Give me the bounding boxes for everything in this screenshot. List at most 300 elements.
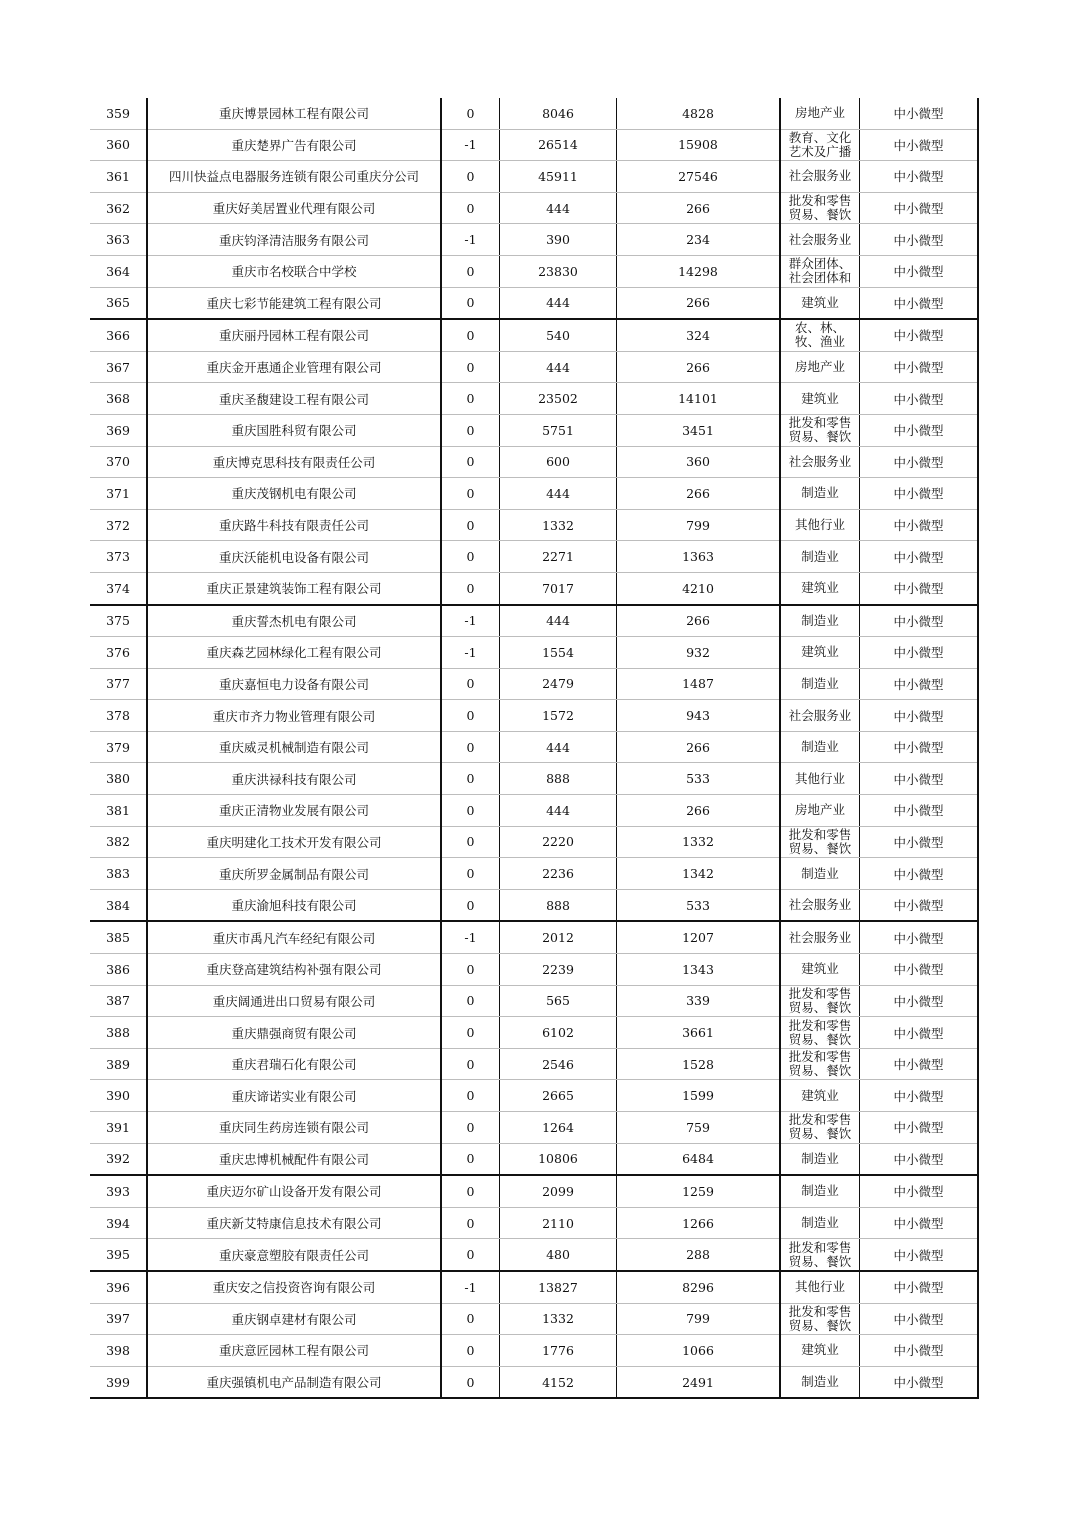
value1-cell: 1554 bbox=[500, 637, 617, 669]
row-number-cell: 369 bbox=[90, 414, 147, 446]
value1-cell: 2220 bbox=[500, 826, 617, 858]
company-name-cell: 重庆迈尔矿山设备开发有限公司 bbox=[147, 1175, 441, 1207]
size-category-cell: 中小微型 bbox=[860, 1017, 979, 1049]
value2-cell: 1207 bbox=[617, 921, 781, 953]
size-category-cell: 中小微型 bbox=[860, 1080, 979, 1112]
size-category-cell: 中小微型 bbox=[860, 637, 979, 669]
value2-cell: 3451 bbox=[617, 414, 781, 446]
size-category-cell: 中小微型 bbox=[860, 1207, 979, 1239]
row-number-cell: 395 bbox=[90, 1239, 147, 1271]
company-name-cell: 重庆威灵机械制造有限公司 bbox=[147, 731, 441, 763]
industry-cell bbox=[780, 1335, 860, 1367]
row-number-cell: 391 bbox=[90, 1112, 147, 1144]
industry-label: 社会服务业 bbox=[788, 930, 852, 945]
industry-cell bbox=[780, 763, 860, 795]
row-number-cell: 384 bbox=[90, 889, 147, 921]
value2-cell: 799 bbox=[617, 509, 781, 541]
value2-cell: 3661 bbox=[617, 1017, 781, 1049]
row-number-cell: 388 bbox=[90, 1017, 147, 1049]
flag-cell: 0 bbox=[441, 1303, 500, 1335]
value2-cell: 8296 bbox=[617, 1271, 781, 1303]
company-name-cell: 重庆豪意塑胶有限责任公司 bbox=[147, 1239, 441, 1271]
size-category-cell: 中小微型 bbox=[860, 351, 979, 383]
flag-cell: 0 bbox=[441, 1048, 500, 1080]
table-row bbox=[90, 1271, 978, 1303]
flag-cell: 0 bbox=[441, 572, 500, 604]
industry-label: 社会服务业 bbox=[788, 708, 852, 723]
industry-label: 群众团体、社会团体和 bbox=[788, 257, 852, 286]
size-category-cell: 中小微型 bbox=[860, 1175, 979, 1207]
industry-label: 房地产业 bbox=[794, 106, 845, 121]
industry-cell bbox=[780, 446, 860, 478]
size-category-cell: 中小微型 bbox=[860, 1271, 979, 1303]
size-category-cell: 中小微型 bbox=[860, 287, 979, 319]
size-category-cell: 中小微型 bbox=[860, 161, 979, 193]
size-category-cell: 中小微型 bbox=[860, 1303, 979, 1335]
value2-cell: 799 bbox=[617, 1303, 781, 1335]
value2-cell: 533 bbox=[617, 889, 781, 921]
row-number-cell: 362 bbox=[90, 192, 147, 224]
value1-cell: 444 bbox=[500, 731, 617, 763]
industry-label: 制造业 bbox=[801, 1216, 839, 1231]
table-row bbox=[90, 889, 978, 921]
size-category-cell: 中小微型 bbox=[860, 98, 979, 129]
table-row bbox=[90, 1239, 978, 1271]
size-category-cell: 中小微型 bbox=[860, 192, 979, 224]
company-name-cell: 重庆洪禄科技有限公司 bbox=[147, 763, 441, 795]
value2-cell: 266 bbox=[617, 192, 781, 224]
company-name-cell: 重庆沃能机电设备有限公司 bbox=[147, 541, 441, 573]
size-category-cell: 中小微型 bbox=[860, 541, 979, 573]
company-name-cell: 重庆强镇机电产品制造有限公司 bbox=[147, 1366, 441, 1398]
table-row bbox=[90, 129, 978, 161]
value2-cell: 1342 bbox=[617, 858, 781, 890]
industry-label: 建筑业 bbox=[801, 295, 839, 310]
flag-cell: 0 bbox=[441, 668, 500, 700]
flag-cell: 0 bbox=[441, 1239, 500, 1271]
industry-cell bbox=[780, 541, 860, 573]
industry-cell bbox=[780, 795, 860, 827]
flag-cell: 0 bbox=[441, 889, 500, 921]
company-name-cell: 重庆博克思科技有限责任公司 bbox=[147, 446, 441, 478]
value2-cell: 266 bbox=[617, 351, 781, 383]
flag-cell: 0 bbox=[441, 192, 500, 224]
company-name-cell: 重庆钢卓建材有限公司 bbox=[147, 1303, 441, 1335]
company-name-cell: 重庆圣馥建设工程有限公司 bbox=[147, 383, 441, 415]
value1-cell: 2012 bbox=[500, 921, 617, 953]
flag-cell: -1 bbox=[441, 1271, 500, 1303]
value2-cell: 1599 bbox=[617, 1080, 781, 1112]
size-category-cell: 中小微型 bbox=[860, 255, 979, 287]
flag-cell: 0 bbox=[441, 763, 500, 795]
size-category-cell: 中小微型 bbox=[860, 954, 979, 986]
value2-cell: 266 bbox=[617, 605, 781, 637]
table-row bbox=[90, 1207, 978, 1239]
company-name-cell: 重庆渝旭科技有限公司 bbox=[147, 889, 441, 921]
row-number-cell: 389 bbox=[90, 1048, 147, 1080]
size-category-cell: 中小微型 bbox=[860, 763, 979, 795]
value2-cell: 943 bbox=[617, 700, 781, 732]
industry-label: 制造业 bbox=[801, 1151, 839, 1166]
flag-cell: 0 bbox=[441, 1143, 500, 1175]
value1-cell: 45911 bbox=[500, 161, 617, 193]
company-name-cell: 重庆茂钢机电有限公司 bbox=[147, 478, 441, 510]
company-name-cell: 重庆所罗金属制品有限公司 bbox=[147, 858, 441, 890]
industry-cell bbox=[780, 1239, 860, 1271]
row-number-cell: 374 bbox=[90, 572, 147, 604]
company-name-cell: 重庆楚界广告有限公司 bbox=[147, 129, 441, 161]
industry-cell bbox=[780, 1143, 860, 1175]
industry-cell bbox=[780, 129, 860, 161]
row-number-cell: 380 bbox=[90, 763, 147, 795]
flag-cell: 0 bbox=[441, 446, 500, 478]
industry-label: 批发和零售贸易、餐饮 bbox=[788, 194, 852, 223]
size-category-cell: 中小微型 bbox=[860, 1112, 979, 1144]
flag-cell: 0 bbox=[441, 98, 500, 129]
industry-label: 批发和零售贸易、餐饮 bbox=[788, 1050, 852, 1079]
row-number-cell: 373 bbox=[90, 541, 147, 573]
flag-cell: 0 bbox=[441, 319, 500, 351]
value2-cell: 360 bbox=[617, 446, 781, 478]
value1-cell: 5751 bbox=[500, 414, 617, 446]
industry-label: 其他行业 bbox=[794, 771, 845, 786]
industry-label: 农、林、牧、渔业 bbox=[794, 321, 845, 350]
flag-cell: 0 bbox=[441, 414, 500, 446]
table-row bbox=[90, 605, 978, 637]
size-category-cell: 中小微型 bbox=[860, 129, 979, 161]
flag-cell: 0 bbox=[441, 858, 500, 890]
row-number-cell: 364 bbox=[90, 255, 147, 287]
industry-cell bbox=[780, 605, 860, 637]
value1-cell: 26514 bbox=[500, 129, 617, 161]
value1-cell: 480 bbox=[500, 1239, 617, 1271]
table-row bbox=[90, 668, 978, 700]
company-name-cell: 重庆博景园林工程有限公司 bbox=[147, 98, 441, 129]
company-name-cell: 重庆嘉恒电力设备有限公司 bbox=[147, 668, 441, 700]
industry-cell bbox=[780, 1175, 860, 1207]
row-number-cell: 376 bbox=[90, 637, 147, 669]
value1-cell: 1332 bbox=[500, 509, 617, 541]
value2-cell: 2491 bbox=[617, 1366, 781, 1398]
size-category-cell: 中小微型 bbox=[860, 700, 979, 732]
company-name-cell: 重庆登高建筑结构补强有限公司 bbox=[147, 954, 441, 986]
flag-cell: 0 bbox=[441, 509, 500, 541]
table-row bbox=[90, 985, 978, 1017]
company-name-cell: 四川快益点电器服务连锁有限公司重庆分公司 bbox=[147, 161, 441, 193]
industry-cell bbox=[780, 287, 860, 319]
company-name-cell: 重庆丽丹园林工程有限公司 bbox=[147, 319, 441, 351]
flag-cell: 0 bbox=[441, 383, 500, 415]
value1-cell: 10806 bbox=[500, 1143, 617, 1175]
value1-cell: 444 bbox=[500, 287, 617, 319]
value1-cell: 13827 bbox=[500, 1271, 617, 1303]
flag-cell: 0 bbox=[441, 1080, 500, 1112]
flag-cell: 0 bbox=[441, 954, 500, 986]
size-category-cell: 中小微型 bbox=[860, 1366, 979, 1398]
industry-label: 制造业 bbox=[801, 613, 839, 628]
row-number-cell: 394 bbox=[90, 1207, 147, 1239]
industry-label: 批发和零售贸易、餐饮 bbox=[788, 416, 852, 445]
row-number-cell: 379 bbox=[90, 731, 147, 763]
size-category-cell: 中小微型 bbox=[860, 478, 979, 510]
value1-cell: 540 bbox=[500, 319, 617, 351]
value2-cell: 266 bbox=[617, 287, 781, 319]
industry-label: 批发和零售贸易、餐饮 bbox=[788, 1304, 852, 1333]
industry-label: 批发和零售贸易、餐饮 bbox=[788, 827, 852, 856]
value1-cell: 8046 bbox=[500, 98, 617, 129]
value1-cell: 23502 bbox=[500, 383, 617, 415]
flag-cell: 0 bbox=[441, 700, 500, 732]
industry-label: 建筑业 bbox=[801, 391, 839, 406]
industry-label: 制造业 bbox=[801, 1184, 839, 1199]
row-number-cell: 392 bbox=[90, 1143, 147, 1175]
company-name-cell: 重庆君瑞石化有限公司 bbox=[147, 1048, 441, 1080]
industry-label: 制造业 bbox=[801, 676, 839, 691]
company-name-cell: 重庆安之信投资咨询有限公司 bbox=[147, 1271, 441, 1303]
industry-cell bbox=[780, 700, 860, 732]
company-name-cell: 重庆忠博机械配件有限公司 bbox=[147, 1143, 441, 1175]
row-number-cell: 361 bbox=[90, 161, 147, 193]
row-number-cell: 370 bbox=[90, 446, 147, 478]
flag-cell: -1 bbox=[441, 129, 500, 161]
row-number-cell: 385 bbox=[90, 921, 147, 953]
value2-cell: 1259 bbox=[617, 1175, 781, 1207]
value2-cell: 14298 bbox=[617, 255, 781, 287]
value2-cell: 234 bbox=[617, 224, 781, 256]
size-category-cell: 中小微型 bbox=[860, 509, 979, 541]
industry-cell bbox=[780, 637, 860, 669]
table-row bbox=[90, 1143, 978, 1175]
company-name-cell: 重庆森艺园林绿化工程有限公司 bbox=[147, 637, 441, 669]
industry-cell bbox=[780, 224, 860, 256]
flag-cell: 0 bbox=[441, 1175, 500, 1207]
industry-cell bbox=[780, 889, 860, 921]
value1-cell: 1776 bbox=[500, 1335, 617, 1367]
row-number-cell: 387 bbox=[90, 985, 147, 1017]
industry-cell bbox=[780, 731, 860, 763]
industry-label: 建筑业 bbox=[801, 1088, 839, 1103]
row-number-cell: 398 bbox=[90, 1335, 147, 1367]
industry-cell bbox=[780, 921, 860, 953]
flag-cell: 0 bbox=[441, 287, 500, 319]
value2-cell: 1343 bbox=[617, 954, 781, 986]
value2-cell: 932 bbox=[617, 637, 781, 669]
size-category-cell: 中小微型 bbox=[860, 383, 979, 415]
industry-label: 建筑业 bbox=[801, 1343, 839, 1358]
row-number-cell: 366 bbox=[90, 319, 147, 351]
value1-cell: 444 bbox=[500, 478, 617, 510]
industry-cell bbox=[780, 954, 860, 986]
size-category-cell: 中小微型 bbox=[860, 319, 979, 351]
table-row bbox=[90, 319, 978, 351]
industry-cell bbox=[780, 1207, 860, 1239]
row-number-cell: 393 bbox=[90, 1175, 147, 1207]
row-number-cell: 390 bbox=[90, 1080, 147, 1112]
flag-cell: 0 bbox=[441, 1335, 500, 1367]
company-name-cell: 重庆市齐力物业管理有限公司 bbox=[147, 700, 441, 732]
row-number-cell: 381 bbox=[90, 795, 147, 827]
industry-label: 批发和零售贸易、餐饮 bbox=[788, 986, 852, 1015]
value1-cell: 444 bbox=[500, 192, 617, 224]
size-category-cell: 中小微型 bbox=[860, 572, 979, 604]
size-category-cell: 中小微型 bbox=[860, 889, 979, 921]
table-row bbox=[90, 478, 978, 510]
flag-cell: 0 bbox=[441, 826, 500, 858]
table-row bbox=[90, 637, 978, 669]
value2-cell: 1266 bbox=[617, 1207, 781, 1239]
value2-cell: 759 bbox=[617, 1112, 781, 1144]
size-category-cell: 中小微型 bbox=[860, 1335, 979, 1367]
company-name-cell: 重庆同生药房连锁有限公司 bbox=[147, 1112, 441, 1144]
table-row bbox=[90, 98, 978, 129]
flag-cell: 0 bbox=[441, 731, 500, 763]
industry-label: 建筑业 bbox=[801, 645, 839, 660]
row-number-cell: 386 bbox=[90, 954, 147, 986]
value1-cell: 1332 bbox=[500, 1303, 617, 1335]
industry-cell bbox=[780, 985, 860, 1017]
company-name-cell: 重庆意匠园林工程有限公司 bbox=[147, 1335, 441, 1367]
flag-cell: 0 bbox=[441, 255, 500, 287]
value2-cell: 1363 bbox=[617, 541, 781, 573]
industry-label: 建筑业 bbox=[801, 581, 839, 596]
industry-label: 批发和零售贸易、餐饮 bbox=[788, 1018, 852, 1047]
table-row bbox=[90, 414, 978, 446]
size-category-cell: 中小微型 bbox=[860, 446, 979, 478]
industry-label: 社会服务业 bbox=[788, 232, 852, 247]
industry-cell bbox=[780, 1017, 860, 1049]
flag-cell: -1 bbox=[441, 921, 500, 953]
flag-cell: 0 bbox=[441, 351, 500, 383]
industry-cell bbox=[780, 572, 860, 604]
table-row bbox=[90, 446, 978, 478]
industry-cell bbox=[780, 826, 860, 858]
company-name-cell: 重庆正景建筑装饰工程有限公司 bbox=[147, 572, 441, 604]
row-number-cell: 360 bbox=[90, 129, 147, 161]
value1-cell: 2099 bbox=[500, 1175, 617, 1207]
table-row bbox=[90, 1080, 978, 1112]
size-category-cell: 中小微型 bbox=[860, 921, 979, 953]
table-row bbox=[90, 954, 978, 986]
row-number-cell: 377 bbox=[90, 668, 147, 700]
value1-cell: 7017 bbox=[500, 572, 617, 604]
value1-cell: 23830 bbox=[500, 255, 617, 287]
flag-cell: 0 bbox=[441, 1017, 500, 1049]
industry-label: 制造业 bbox=[801, 1375, 839, 1390]
table-row bbox=[90, 731, 978, 763]
company-name-cell: 重庆钧泽清洁服务有限公司 bbox=[147, 224, 441, 256]
industry-cell bbox=[780, 98, 860, 129]
table-row bbox=[90, 572, 978, 604]
industry-label: 教育、文化艺术及广播 bbox=[788, 130, 852, 159]
table-row bbox=[90, 192, 978, 224]
row-number-cell: 397 bbox=[90, 1303, 147, 1335]
industry-label: 制造业 bbox=[801, 866, 839, 881]
flag-cell: 0 bbox=[441, 985, 500, 1017]
table-row bbox=[90, 509, 978, 541]
industry-cell bbox=[780, 1080, 860, 1112]
value2-cell: 14101 bbox=[617, 383, 781, 415]
spreadsheet-page bbox=[90, 98, 979, 1399]
value1-cell: 444 bbox=[500, 605, 617, 637]
row-number-cell: 359 bbox=[90, 98, 147, 129]
value2-cell: 1487 bbox=[617, 668, 781, 700]
value1-cell: 4152 bbox=[500, 1366, 617, 1398]
flag-cell: 0 bbox=[441, 1366, 500, 1398]
value1-cell: 6102 bbox=[500, 1017, 617, 1049]
industry-cell bbox=[780, 509, 860, 541]
industry-label: 社会服务业 bbox=[788, 454, 852, 469]
size-category-cell: 中小微型 bbox=[860, 224, 979, 256]
value1-cell: 888 bbox=[500, 889, 617, 921]
table-row bbox=[90, 255, 978, 287]
industry-label: 房地产业 bbox=[794, 360, 845, 375]
table-row bbox=[90, 1175, 978, 1207]
value1-cell: 444 bbox=[500, 351, 617, 383]
value2-cell: 339 bbox=[617, 985, 781, 1017]
company-name-cell: 重庆七彩节能建筑工程有限公司 bbox=[147, 287, 441, 319]
industry-cell bbox=[780, 1303, 860, 1335]
row-number-cell: 378 bbox=[90, 700, 147, 732]
row-number-cell: 367 bbox=[90, 351, 147, 383]
size-category-cell: 中小微型 bbox=[860, 1239, 979, 1271]
table-row bbox=[90, 921, 978, 953]
flag-cell: 0 bbox=[441, 1207, 500, 1239]
company-name-cell: 重庆新艾特康信息技术有限公司 bbox=[147, 1207, 441, 1239]
table-row bbox=[90, 1303, 978, 1335]
table-row bbox=[90, 1112, 978, 1144]
industry-label: 批发和零售贸易、餐饮 bbox=[788, 1240, 852, 1269]
table-row bbox=[90, 795, 978, 827]
company-name-cell: 重庆誓杰机电有限公司 bbox=[147, 605, 441, 637]
table-row bbox=[90, 1048, 978, 1080]
value1-cell: 2236 bbox=[500, 858, 617, 890]
value2-cell: 266 bbox=[617, 795, 781, 827]
industry-cell bbox=[780, 319, 860, 351]
industry-cell bbox=[780, 478, 860, 510]
row-number-cell: 372 bbox=[90, 509, 147, 541]
company-name-cell: 重庆阔通进出口贸易有限公司 bbox=[147, 985, 441, 1017]
industry-cell bbox=[780, 858, 860, 890]
value1-cell: 2546 bbox=[500, 1048, 617, 1080]
value2-cell: 4828 bbox=[617, 98, 781, 129]
value1-cell: 2271 bbox=[500, 541, 617, 573]
value2-cell: 266 bbox=[617, 731, 781, 763]
industry-cell bbox=[780, 351, 860, 383]
flag-cell: 0 bbox=[441, 478, 500, 510]
value2-cell: 1066 bbox=[617, 1335, 781, 1367]
flag-cell: 0 bbox=[441, 1112, 500, 1144]
value1-cell: 2110 bbox=[500, 1207, 617, 1239]
industry-label: 制造业 bbox=[801, 549, 839, 564]
size-category-cell: 中小微型 bbox=[860, 795, 979, 827]
table-row bbox=[90, 1017, 978, 1049]
company-name-cell: 重庆市禹凡汽车经纪有限公司 bbox=[147, 921, 441, 953]
industry-cell bbox=[780, 1048, 860, 1080]
table-row bbox=[90, 763, 978, 795]
industry-cell bbox=[780, 1271, 860, 1303]
industry-label: 社会服务业 bbox=[788, 169, 852, 184]
table-row bbox=[90, 826, 978, 858]
size-category-cell: 中小微型 bbox=[860, 731, 979, 763]
value1-cell: 2665 bbox=[500, 1080, 617, 1112]
row-number-cell: 396 bbox=[90, 1271, 147, 1303]
industry-label: 其他行业 bbox=[794, 518, 845, 533]
industry-label: 制造业 bbox=[801, 486, 839, 501]
value2-cell: 324 bbox=[617, 319, 781, 351]
value1-cell: 565 bbox=[500, 985, 617, 1017]
row-number-cell: 363 bbox=[90, 224, 147, 256]
value1-cell: 444 bbox=[500, 795, 617, 827]
